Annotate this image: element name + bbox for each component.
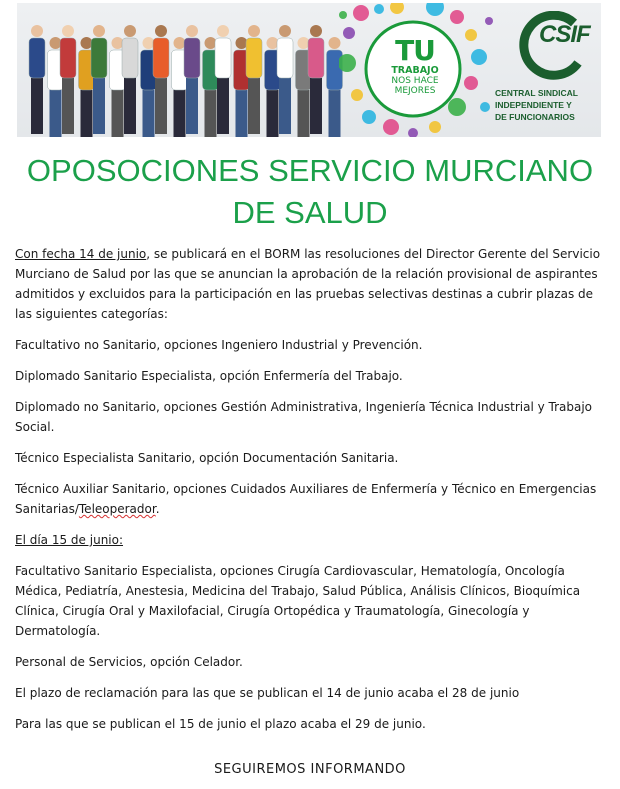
slogan-line-2: TRABAJO (391, 65, 439, 76)
bubble-decoration (390, 3, 404, 14)
slogan-line-4: MEJORES (394, 86, 436, 96)
slogan-line-3: NOS HACE (391, 76, 439, 86)
slogan-main: TU (395, 34, 435, 67)
bubble-decoration (351, 89, 363, 101)
category-diplomado-no-sanitario: Diplomado no Sanitario, opciones Gestión Administrativa, Ingeniería Técnica Industrial y Trabajo Social. (15, 400, 593, 434)
deadline-june15: Para las que se publican el 15 de junio el plazo acaba el 29 de junio. (15, 717, 426, 731)
worker-figure (308, 25, 324, 134)
bubble-decoration (353, 5, 369, 21)
category-personal-servicios: Personal de Servicios, opción Celador. (15, 655, 243, 669)
worker-figure (246, 25, 262, 134)
bubble-decoration (450, 10, 464, 24)
bubble-decoration (426, 3, 444, 16)
worker-figure (122, 25, 138, 134)
worker-figure (60, 25, 76, 134)
logo-sub-line-3: DE FUNCIONARIOS (495, 112, 575, 122)
bubble-decoration (343, 27, 355, 39)
title-line-2: DE SALUD (232, 195, 388, 230)
bubble-decoration (374, 4, 384, 14)
category-diplomado-sanitario: Diplomado Sanitario Especialista, opción Enfermería del Trabajo. (15, 369, 403, 383)
bubble-decoration (471, 49, 487, 65)
worker-figure (29, 25, 45, 134)
bubble-decoration (485, 17, 493, 25)
worker-figure (91, 25, 107, 134)
category-facultativo-no-sanitario: Facultativo no Sanitario, opciones Ingeniero Industrial y Prevención. (15, 338, 423, 352)
logo-sub-line-2: INDEPENDIENTE Y (495, 100, 572, 110)
workers-crowd-illustration (17, 3, 347, 137)
intro-date: Con fecha 14 de junio (15, 247, 147, 261)
bubble-decoration (448, 98, 466, 116)
header-banner (17, 3, 601, 137)
bubble-decoration (464, 76, 478, 90)
bubble-decoration (465, 29, 477, 41)
june15-heading: El día 15 de junio: (15, 533, 124, 547)
worker-figure (215, 25, 231, 134)
document-body (15, 244, 605, 745)
worker-figure (153, 25, 169, 134)
bubble-decoration (383, 119, 399, 135)
category-tecnico-auxiliar (15, 479, 605, 519)
tecnico-auxiliar-text: Técnico Auxiliar Sanitario, opciones Cuidados Auxiliares de Enfermería y Técnico en Emergencias Sanitarias/ (15, 482, 597, 516)
csif-logo-word: CSIF (539, 21, 590, 48)
logo-sub-line-1: CENTRAL SINDICAL (495, 88, 578, 98)
worker-figure (277, 25, 293, 134)
title-line-1: OPOSOCIONES SERVICIO MURCIANO (26, 153, 594, 188)
csif-logo-subtitle (495, 87, 595, 123)
spellcheck-flagged-word: Teleoperador (78, 502, 156, 516)
worker-figure (184, 25, 200, 134)
bubble-decoration (339, 54, 356, 72)
intro-paragraph (15, 244, 605, 324)
page-title (0, 150, 620, 234)
category-facultativo-especialista: Facultativo Sanitario Especialista, opciones Cirugía Cardiovascular, Hematología, Oncología Médica, Pediatría, Anestesia, Medicina del Trabajo, Salud Pública, Análisis Clínicos, Bioquímica Clínica, Cirugía Oral y Maxilofacial, Cirugía Ortopédica y Traumatología, Ginecología y Dermatología. (15, 564, 581, 638)
bubble-decoration (429, 121, 441, 133)
bubble-decoration (408, 128, 418, 137)
intro-text: , se publicará en el BORM las resoluciones del Director Gerente del Servicio Murciano de Salud por las que se anuncian la aprobación de la relación provisional de aspirantes admitidos y excluidos para la participación en las pruebas selectivas destinas a cubrir plazas de las siguientes categorías: (15, 247, 601, 321)
bubble-decoration (480, 102, 490, 112)
bubble-decoration (362, 110, 376, 124)
footer-note: SEGUIREMOS INFORMANDO (214, 762, 406, 777)
deadline-june14: El plazo de reclamación para las que se publican el 14 de junio acaba el 28 de junio (15, 686, 520, 700)
bubble-decoration (339, 11, 347, 19)
slogan (372, 34, 458, 96)
category-tecnico-especialista: Técnico Especialista Sanitario, opción Documentación Sanitaria. (15, 451, 399, 465)
tecnico-auxiliar-end: . (155, 502, 160, 516)
